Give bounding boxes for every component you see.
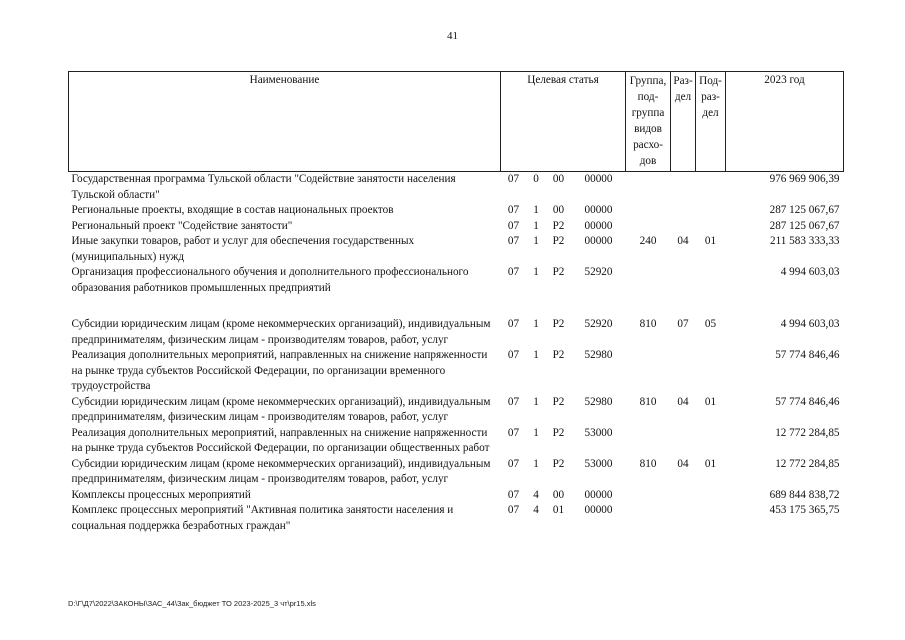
expense-group (626, 203, 671, 219)
target-code-project: P2 (552, 266, 565, 278)
table-row (69, 219, 844, 235)
amount-2023: 4 994 603,03 (780, 266, 840, 278)
section-code (671, 172, 696, 204)
table-row (69, 503, 844, 534)
target-code-direction: 00000 (584, 173, 613, 185)
row-name: Комплексы процессных мероприятий (71, 488, 251, 501)
target-code-project: 01 (552, 504, 565, 516)
target-code-type: 1 (533, 395, 539, 408)
target-code-direction: 52920 (584, 318, 613, 330)
target-code-direction: 52980 (584, 395, 613, 408)
amount-2023: 287 125 067,67 (769, 204, 840, 216)
target-code-direction: 00000 (584, 204, 613, 216)
subsection-code (696, 503, 726, 534)
target-code-direction: 52980 (584, 349, 613, 361)
target-code-type: 1 (533, 318, 539, 330)
table-row (69, 488, 844, 504)
expense-group: 240 (639, 235, 657, 247)
target-code-type: 1 (533, 235, 539, 247)
row-name: Реализация дополнительных мероприятий, направленных на снижение напряженности на рынке труда субъектов Российской Федерации, по организации временного трудоустройства (71, 349, 488, 392)
row-name: Комплекс процессных мероприятий "Активная политика занятости населения и социальная поддержка безработных граждан" (71, 504, 454, 532)
header-target-article: Целевая статья (501, 72, 626, 172)
target-code-project: P2 (552, 457, 565, 470)
expense-group (626, 219, 671, 235)
subsection-code: 01 (704, 235, 717, 247)
amount-2023: 4 994 603,03 (780, 318, 840, 330)
target-code-program: 07 (507, 204, 520, 216)
subsection-code (696, 265, 726, 317)
subsection-code: 01 (704, 457, 717, 470)
page-number: 41 (447, 30, 458, 42)
expense-group (626, 503, 671, 534)
amount-2023: 57 774 846,46 (775, 395, 840, 408)
file-path-footer: D:\Г\Д7\2022\ЗАКОНЫ\ЗАС_44\Зак_бюджет ТО 2023-2025_3 чт\pr15.xls (68, 599, 316, 608)
target-code-program: 07 (507, 349, 520, 361)
target-code-program: 07 (507, 426, 520, 439)
table-row (69, 317, 844, 348)
row-name: Региональный проект "Содействие занятости" (71, 219, 293, 232)
subsection-code (696, 348, 726, 395)
header-year: 2023 год (726, 72, 844, 172)
row-name: Региональные проекты, входящие в состав национальных проектов (71, 204, 394, 216)
row-name: Субсидии юридическим лицам (кроме некоммерческих организаций), индивидуальным предпринимателям, физическим лицам - производителям товаров, работ, услуг (71, 318, 491, 346)
table-row (69, 203, 844, 219)
expense-group: 810 (639, 318, 657, 330)
target-code-program: 07 (507, 488, 520, 501)
target-code-direction: 00000 (584, 235, 613, 247)
target-code-type: 1 (533, 219, 539, 232)
subsection-code (696, 219, 726, 235)
amount-2023: 976 969 906,39 (769, 173, 840, 185)
table-row (69, 172, 844, 204)
expense-group: 810 (639, 457, 657, 470)
table-row (69, 234, 844, 265)
target-code-type: 1 (533, 349, 539, 361)
expense-group (626, 426, 671, 457)
table-row (69, 457, 844, 488)
target-code-direction: 53000 (584, 426, 613, 439)
target-code-type: 1 (533, 266, 539, 278)
target-code-program: 07 (507, 219, 520, 232)
target-code-type: 4 (533, 488, 539, 501)
header-expense-group: Группа, под-группа видов расхо-дов (626, 72, 671, 172)
table-row (69, 426, 844, 457)
row-name: Субсидии юридическим лицам (кроме некоммерческих организаций), индивидуальным предпринимателям, физическим лицам - производителям товаров, работ, услуг (71, 395, 491, 423)
section-code (671, 426, 696, 457)
target-code-project: P2 (552, 349, 565, 361)
target-code-program: 07 (507, 457, 520, 470)
expense-group (626, 265, 671, 317)
expense-group: 810 (639, 395, 657, 408)
target-code-project: P2 (552, 426, 565, 439)
target-code-project: P2 (552, 219, 565, 232)
expense-group (626, 348, 671, 395)
amount-2023: 12 772 284,85 (775, 426, 840, 439)
target-code-program: 07 (507, 395, 520, 408)
row-name: Государственная программа Тульской области "Содействие занятости населения Тульской области" (71, 173, 456, 201)
table-row (69, 348, 844, 395)
amount-2023: 689 844 838,72 (769, 488, 840, 501)
expense-group (626, 488, 671, 504)
section-code (671, 219, 696, 235)
subsection-code (696, 172, 726, 204)
subsection-code (696, 488, 726, 504)
row-name: Иные закупки товаров, работ и услуг для обеспечения государственных (муниципальных) нужд (71, 235, 415, 263)
section-code: 04 (677, 235, 689, 247)
amount-2023: 453 175 365,75 (769, 504, 840, 516)
target-code-type: 1 (533, 457, 539, 470)
target-code-direction: 00000 (584, 504, 613, 516)
row-name: Реализация дополнительных мероприятий, направленных на снижение напряженности на рынке труда субъектов Российской Федерации, по организации общественных работ (71, 426, 490, 454)
table-row (69, 265, 844, 317)
target-code-project: P2 (552, 395, 565, 408)
header-row (69, 72, 844, 172)
target-code-program: 07 (507, 173, 520, 185)
section-code (671, 203, 696, 219)
target-code-type: 4 (533, 504, 539, 516)
section-code (671, 488, 696, 504)
header-subsection: Под-раз-дел (696, 72, 726, 172)
target-code-direction: 53000 (584, 457, 613, 470)
row-name: Организация профессионального обучения и дополнительного профессионального образования работников промышленных предприятий (71, 266, 469, 294)
amount-2023: 287 125 067,67 (769, 219, 840, 232)
target-code-direction: 00000 (584, 488, 613, 501)
target-code-program: 07 (507, 266, 520, 278)
header-name: Наименование (69, 72, 501, 172)
amount-2023: 57 774 846,46 (775, 349, 840, 361)
target-code-program: 07 (507, 504, 520, 516)
section-code: 04 (677, 457, 689, 470)
subsection-code: 05 (704, 318, 717, 330)
target-code-program: 07 (507, 318, 520, 330)
subsection-code (696, 203, 726, 219)
row-name: Субсидии юридическим лицам (кроме некоммерческих организаций), индивидуальным предпринимателям, физическим лицам - производителям товаров, работ, услуг (71, 457, 491, 485)
section-code (671, 348, 696, 395)
subsection-code (696, 426, 726, 457)
amount-2023: 211 583 333,33 (770, 235, 840, 247)
section-code: 04 (677, 395, 689, 408)
table-row (69, 395, 844, 426)
section-code: 07 (677, 318, 689, 330)
target-code-direction: 00000 (584, 219, 613, 232)
target-code-project: 00 (552, 173, 565, 185)
subsection-code: 01 (704, 395, 717, 408)
target-code-direction: 52920 (584, 266, 613, 278)
expense-group (626, 172, 671, 204)
section-code (671, 503, 696, 534)
target-code-type: 1 (533, 426, 539, 439)
target-code-project: 00 (552, 204, 565, 216)
target-code-type: 1 (533, 204, 539, 216)
target-code-project: 00 (552, 488, 565, 501)
section-code (671, 265, 696, 317)
amount-2023: 12 772 284,85 (775, 457, 840, 470)
target-code-type: 0 (533, 173, 539, 185)
target-code-program: 07 (507, 235, 520, 247)
header-section: Раз-дел (671, 72, 696, 172)
budget-table (68, 71, 844, 534)
target-code-project: P2 (552, 318, 565, 330)
target-code-project: P2 (552, 235, 565, 247)
